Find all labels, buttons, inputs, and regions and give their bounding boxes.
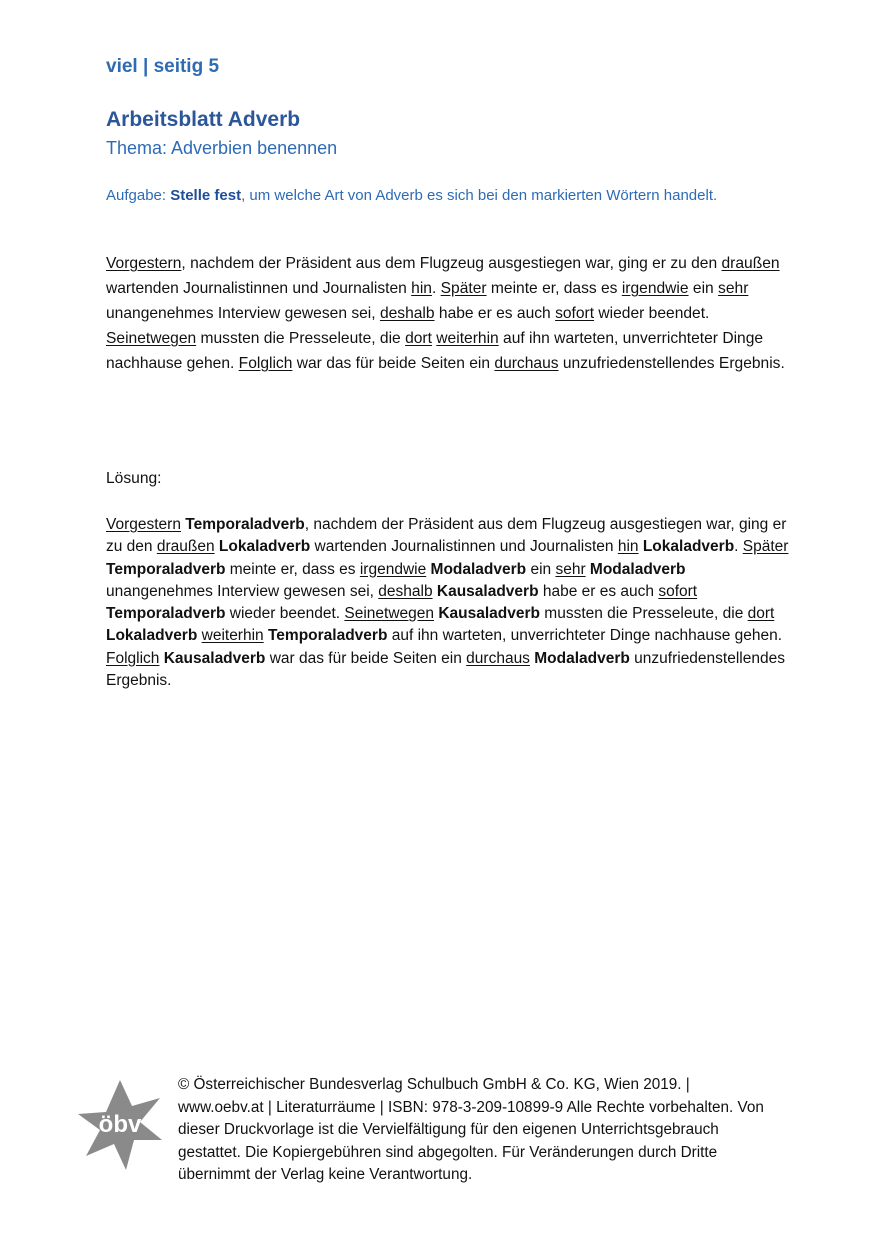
marked-adverb: durchaus [466, 649, 530, 667]
text-run: habe er es auch [434, 305, 556, 322]
marked-adverb: Seinetwegen [344, 605, 434, 623]
text-run: wartenden Journalistinnen und Journalisten [310, 538, 618, 556]
oebv-logo [74, 1076, 166, 1172]
adverb-type-label: Temporaladverb [106, 605, 226, 623]
adverb-type-label: Modaladverb [430, 560, 527, 578]
marked-adverb: draußen [156, 538, 215, 556]
adverb-type-label: Modaladverb [589, 560, 686, 578]
task-prefix: Aufgabe: [106, 187, 171, 204]
adverb-type-label: Kausaladverb [436, 582, 539, 600]
marked-adverb: Vorgestern [106, 516, 181, 533]
adverb-type-label: Kausaladverb [163, 649, 266, 667]
adverb-type-label: Temporaladverb [185, 516, 305, 533]
logo-text: öbv [98, 1111, 142, 1138]
text-run: war das für beide Seiten ein [265, 649, 467, 667]
task-rest: , um welche Art von Adverb es sich bei den markierten Wörtern handelt. [241, 187, 718, 204]
exercise-paragraph [106, 251, 796, 376]
text-run: wieder beendet. [594, 305, 710, 322]
marked-adverb: Später [440, 280, 487, 297]
text-run: , nachdem der Präsident aus dem Flugzeug ausgestiegen war, ging er zu den [106, 516, 787, 556]
text-run: mussten die Presseleute, die [539, 605, 748, 623]
worksheet-subtitle: Thema: Adverbien benennen [106, 138, 338, 158]
marked-adverb: Seinetwegen [106, 330, 197, 347]
solution-paragraph [106, 514, 796, 692]
adverb-type-label: Temporaladverb [267, 627, 388, 645]
marked-adverb: sehr [718, 280, 749, 297]
page-header: viel | seitig 5 [106, 56, 220, 77]
worksheet-title: Arbeitsblatt Adverb [106, 108, 301, 131]
marked-adverb: weiterhin [436, 330, 499, 347]
marked-adverb: irgendwie [621, 280, 689, 297]
marked-adverb: deshalb [379, 305, 435, 322]
text-run: wieder beendet. [225, 605, 345, 623]
marked-adverb: Folglich [238, 355, 293, 372]
text-run: ein [688, 280, 719, 297]
text-run: wartenden Journalistinnen und Journalisten [106, 280, 412, 297]
marked-adverb: hin [411, 280, 432, 297]
adverb-type-label: Modaladverb [534, 649, 630, 667]
marked-adverb: Später [742, 538, 789, 556]
text-run: meinte er, dass es [486, 280, 622, 297]
marked-adverb: hin [617, 538, 639, 556]
marked-adverb: dort [747, 605, 775, 623]
marked-adverb: Folglich [106, 649, 160, 667]
copyright-notice: © Österreichischer Bundesverlag Schulbuch GmbH & Co. KG, Wien 2019. | www.oebv.at | Literaturräume | ISBN: 978-3-209-10899-9 Alle Rechte vorbehalten. Von dieser Druckvorlage ist die Vervielfältigung für den eigenen Unterrichtsgebrauch gestattet. Die Kopiergebühren sind abgegolten. Für Veränderungen durch Dritte übernimmt der Verlag keine Verantwortung. [178, 1076, 764, 1183]
text-run: unangenehmes Interview gewesen sei, [106, 305, 380, 322]
text-run: , nachdem der Präsident aus dem Flugzeug ausgestiegen war, ging er zu den [181, 255, 722, 272]
text-run: unangenehmes Interview gewesen sei, [106, 582, 379, 600]
marked-adverb: Vorgestern [106, 255, 182, 272]
marked-adverb: durchaus [494, 355, 559, 372]
marked-adverb: irgendwie [359, 560, 427, 578]
solution-label: Lösung: [106, 470, 162, 487]
marked-adverb: deshalb [378, 582, 433, 600]
text-run: . [431, 280, 441, 297]
task-instruction [106, 187, 717, 204]
marked-adverb: sofort [658, 582, 698, 600]
text-run: mussten die Presseleute, die [196, 330, 406, 347]
text-run: auf ihn warteten, unverrichteter Dinge nachhause gehen. [106, 330, 764, 372]
text-run: meinte er, dass es [225, 560, 360, 578]
marked-adverb: sofort [555, 305, 595, 322]
marked-adverb: sehr [555, 560, 586, 578]
adverb-type-label: Lokaladverb [218, 538, 311, 556]
text-run: auf ihn warteten, unverrichteter Dinge nachhause gehen. [387, 627, 783, 645]
text-run: unzufriedenstellendes Ergebnis. [106, 649, 785, 690]
marked-adverb: weiterhin [201, 627, 264, 645]
adverb-type-label: Kausaladverb [438, 605, 540, 623]
marked-adverb: draußen [721, 255, 780, 272]
adverb-type-label: Lokaladverb [106, 627, 198, 645]
text-run: unzufriedenstellendes Ergebnis. [558, 355, 785, 372]
text-run: habe er es auch [538, 582, 659, 600]
text-run: ein [526, 560, 556, 578]
adverb-type-label: Temporaladverb [106, 560, 226, 578]
text-run: . [734, 538, 743, 556]
text-run: war das für beide Seiten ein [292, 355, 495, 372]
task-bold: Stelle fest [170, 187, 242, 204]
marked-adverb: dort [405, 330, 432, 347]
adverb-type-label: Lokaladverb [642, 538, 735, 556]
